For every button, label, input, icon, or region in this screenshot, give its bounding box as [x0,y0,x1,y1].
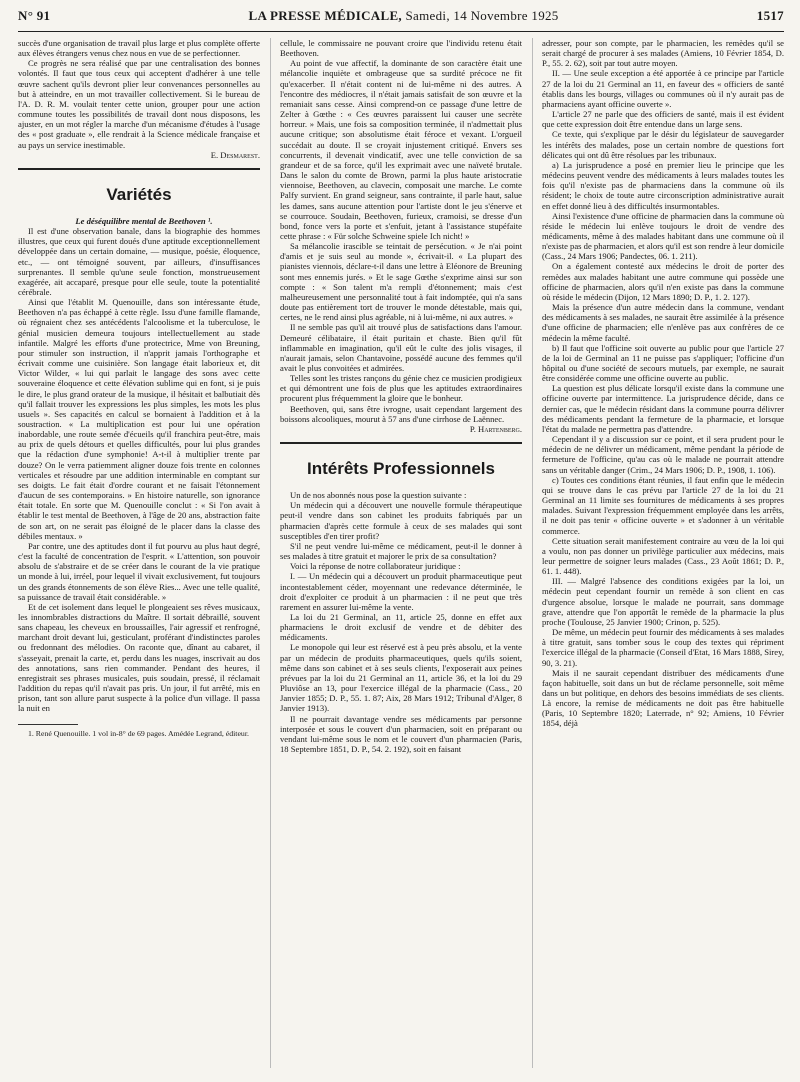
footnote-divider [18,724,78,725]
paragraph: Un de nos abonnés nous pose la question suivante : [290,490,467,501]
footnote: 1. René Quenouille. 1 vol in-8° de 69 pages. Amédée Legrand, éditeur. [28,728,249,738]
paragraph: c) Toutes ces conditions étant réunies, il faut enfin que le médecin qui se trouve dans le cas prévu par l'article 27 de la loi du 21 Germinal an 11 limite ses fournitures de médicaments à ses propres malades. Suivant l'expression fréquemment employée dans les arrêts, il ne doit pas tenir « officine ouverte » et s'adonner à un véritable commerce. [542,474,784,536]
page-number: 1517 [756,8,784,23]
paragraph: Ce progrès ne sera réalisé que par une centralisation des bonnes volontés. Il faut que tous ceux qui acceptent d'adhérer à une telle œuvre sachent qu'ils devront plier leur convenances personnelles au but à atteindre, en un mot travailler collectivement. Si le bureau de l'A. D. R. M. voulait tenter cette union, grouper pour une action commune toutes les possibilités de travail dont nous disposons, les ajuster, en un mot régler la marche d'un mécanisme d'études à l'usage des « post graduate », elle rendrait à la Science médicale française et au pays un service inestimable. [18,58,260,150]
paragraph: Ce texte, qui s'explique par le désir du législateur de sauvegarder les intérêts des malades, pose un certain nombre de questions fort délicates qui ont dû être résolues par les tribunaux. [542,129,784,160]
paragraph: Mais la présence d'un autre médecin dans la commune, vendant des médicaments à ses malades, ne saurait être assimilée à la présence d'une officine de pharmacien; elle n'enlève pas aux confrères de ce médecin la même faculté. [542,302,784,343]
paragraph: Il ne semble pas qu'il ait trouvé plus de satisfactions dans l'amour. Demeuré célibataire, il était puritain et chaste. Bien qu'il fût inflammable en imagination, qu'il eût le culte des jolis visages, il n'aurait jamais, selon Chantavoine, possédé aucune des femmes qu'il avait le plus convoitées et admirées. [280,322,522,373]
paragraph: Le monopole qui leur est réservé est à peu près absolu, et la vente par un médecin de produits pharmaceutiques, quels qu'ils soient, même dans son cabinet et à ses seuls clients, l'exposerait aux peines prévues par la loi du 21 Germinal an 11, article 36, et la loi du 29 Pluviôse an 13, pour l'exercice illégal de la pharmacie (Cass., 20 Janvier 1855; D. P., 55. 1. 87; Aix, 28 Mars 1912; Tribunal d'Alger, 8 Janvier 1913). [280,642,522,714]
paragraph: Voici la réponse de notre collaborateur juridique : [290,561,461,572]
column-middle [280,38,522,1068]
column-left [18,38,260,1068]
journal-name: LA PRESSE MÉDICALE, [248,8,402,23]
paragraph: cellule, le commissaire ne pouvant croire que l'individu retenu était Beethoven. [280,38,522,59]
paragraph: Beethoven, qui, sans être ivrogne, usait cependant largement des boissons alcooliques, mourut à 57 ans d'une cirrhose de Laënnec. [280,403,522,424]
paragraph: Mais il ne saurait cependant distribuer des médicaments d'une façon habituelle, soit dans un but de réclame personnelle, soit même dans un but politique, en dehors des besoins immédiats de ses clients. Là encore, la remise de médicaments ne doit pas être habituelle (Paris, 10 Septembre 1820; Laterrade, n° 92; Amiens, 10 Février 1854, déjà [542,667,784,729]
columns [18,38,784,1068]
article-title: Le déséquilibre mental de Beethoven ¹. [75,215,213,226]
author-signature: P. Hartenberg. [469,423,522,434]
author-signature: E. Desmarest. [210,149,260,160]
section-title-varietes: Variétés [106,184,172,204]
paragraph: I. — Un médecin qui a découvert un produit pharmaceutique peut incontestablement céder, moyennant une redevance déterminée, le droit d'exploiter ce produit à un pharmacien : il ne peut que très rarement en assurer lui-même la vente. [280,571,522,612]
paragraph: De même, un médecin peut fournir des médicaments à ses malades à titre gratuit, sans tomber sous le coup des textes qui répriment l'exercice illégal de la pharmacie (Conseil d'Etat, 16 Mars 1888, Sirey, 90, 3. 21). [542,627,784,668]
newspaper-page [18,8,784,1074]
paragraph: Un médecin qui a découvert une nouvelle formule thérapeutique peut-il vendre dans son cabinet les produits fabriqués par un pharmacien d'après cette formule à ceux de ses malades qui sont susceptibles d'en tirer profit? [280,500,522,541]
masthead [249,8,559,24]
page-header [18,8,784,32]
paragraph: On a également contesté aux médecins le droit de porter des remèdes aux malades habitant une autre commune qui possède une officine de pharmacien, alors qu'il n'en existe pas dans la commune où réside le médecin (Dijon, 12 Mars 1890; D. P., 1. 2. 127). [542,261,784,302]
paragraph: La loi du 21 Germinal, an 11, article 25, donne en effet aux pharmaciens le droit exclusif de vendre et de débiter des médicaments. [280,611,522,643]
paragraph: Cette situation serait manifestement contraire au vœu de la loi qui a voulu, non pas donner un privilège particulier aux médecins, mais leur permettre de soigner leurs malades (Cass., 23 Août 1861; D. P., 61. 1. 448). [542,535,784,577]
paragraph: succès d'une organisation de travail plus large et plus complète offerte aux élèves étrangers venus chez nous en vue de se perfectionner. [18,38,260,59]
column-right [542,38,784,1068]
issue-number: N° 91 [18,8,51,23]
paragraph: adresser, pour son compte, par le pharmacien, les remèdes qu'il se serait chargé de procurer à ses malades (Amiens, 10 Février 1854, D. P., 55. 2. 62), soit par tout autre moyen. [542,38,784,69]
paragraph: Au point de vue affectif, la dominante de son caractère était une mélancolie inquiète et ombrageuse que sa surdité précoce ne fit qu'exacerber. Il n'était content ni de lui-même ni des autres. A l'encontre des médiocres, il n'était jamais satisfait de son œuvre et la remaniait sans cesse. Ainsi comprend-on ce passage d'une lettre de Zelter à Gœthe : « Ces œuvres paraissent lui causer une secrète horreur. » Mais, une fois sa composition terminée, il n'admettait plus aucune critique; son absolutisme était féroce et vexant. L'orgueil succédait au doute. Il se croyait injustement critiqué. Envers ses concurrents, il devenait vindicatif, avec une telle conviction de sa grandeur et de sa force, qu'il les exprimait avec une naïveté brutale. Dans le salon du comte de Brown, parmi la plus haute aristocratie viennoise, Beethoven, au clavecin, composait une marche. Le comte Palfy survient. En grand seigneur, sans contrainte, il parle haut, salue les dames, sans aucune attention pour l'artiste dont le jeu s'énerve et se courrouce. Soudain, Beethoven, furieux, cramoisi, se dresse d'un bond, fonce vers la porte et s'enfuit, jetant à l'assistance stupéfaite cette phrase : « Für solche Schweine spiele Ich nicht! » [280,58,522,241]
paragraph: II. — Une seule exception a été apportée à ce principe par l'article 27 de la loi du 21 Germinal an 11, en faveur des « officiers de santé établis dans les bourgs, villages ou communes où il n'y aurait pas de pharmaciens ayant officine ouverte ». [542,68,784,109]
paragraph: Il est d'une observation banale, dans la biographie des hommes illustres, que ceux qui furent doués d'une aptitude exceptionnellement développée dans un certain domaine, — musique, poésie, éloquence, etc., — ont témoigné souvent, par ailleurs, d'insuffisances surprenantes. Il semble qu'une seule fonction, monstrueusement exagérée, ait accaparé, presque pour elle seule, toute la potentialité cérébrale. [18,226,260,297]
paragraph: Il ne pourrait davantage vendre ses médicaments par personne interposée et sous le couvert d'un pharmacien, soit en préparant ou vendant lui-même sous le nom et le couvert d'un pharmacien (Paris, 18 Septembre 1851, D. P., 54. 2. 192), soit en faisant [280,713,522,754]
paragraph: L'article 27 ne parle que des officiers de santé, mais il est évident que cette expression doit être entendue dans un large sens. [542,109,784,130]
section-divider [280,442,522,444]
section-divider [18,168,260,170]
paragraph: b) Il faut que l'officine soit ouverte au public pour que l'article 27 de la loi de Germinal an 11 ne puisse pas s'appliquer; l'officine d'un hôpital ou d'une société de secours mutuels, par exemple, ne saurait être considérée comme une officine ouverte au public. [542,342,784,384]
section-title-interets: Intérêts Professionnels [306,459,495,479]
paragraph: a) La jurisprudence a posé en premier lieu le principe que les médecins peuvent vendre des médicaments à leurs malades toutes les fois qu'il n'existe pas de pharmaciens dans la commune où ils résident; le choix de toute autre circonscription administrative aurait en effet donné lieu à des difficultés insurmontables. [542,159,784,211]
paragraph: Ainsi que l'établit M. Quenouille, dans son intéressante étude, Beethoven n'a pas échappé à cette règle. Issu d'une famille flamande, où régnaient chez ses antécédents l'alcoolisme et la tuberculose, le génial musicien demeura toujours intellectuellement au stade infantile. Malgré les efforts d'une protectrice, Mme von Breuning, pour stimuler son instruction, il n'apprit jamais l'orthographe et écrivait comme une cuisinière. Son langage était laborieux et, dit Victor Wilder, « lui qui parlait le langage des sons avec cette souveraine éloquence et cette élévation sublime qui en font, si je puis le dire, le plus grand orateur de la musique, il hésitait et balbutiait dès qu'il fallait trouver les expressions les plus simples, les mots les plus usuels ». Ses capacités en calcul se bornaient à l'addition et à la soustraction. « La multiplication est pour lui une opération inabordable, une route semée d'écueils qu'il franchira peut-être, mais au prix de quels détours et quelles difficultés, pour lui plus grandes que la rédaction d'une symphonie! A-t-il à multiplier trente par douze? On le verra patiemment aligner douze fois trente en colonnes verticales et résoudre par une addition interminable en comptant sur ses doigts. Le fait était d'ordre courant et ne faisait l'étonnement d'aucun de ses contemporains. » En histoire naturelle, son ignorance était totale. En sorte que M. Quenouille conclut : « Si l'on avait à établir le test mental de Beethoven, à l'âge de 20 ans, abstraction faite de son art, on ne serait pas éloigné de le placer dans la classe des débiles mentaux. » [18,297,260,541]
paragraph: S'il ne peut vendre lui-même ce médicament, peut-il le donner à ses malades à titre gratuit et majorer le prix de sa consultation? [280,540,522,562]
paragraph: Ainsi l'existence d'une officine de pharmacien dans la commune où réside le médecin lui enlève toujours le droit de vendre des médicaments, même à des malades habitant dans une commune où il n'existe pas de pharmacien, et alors qu'il est son rendre à leur domicile (Cass., 24 Mars 1906; Pandectes, 06. 1. 211). [542,210,784,262]
paragraph: Sa mélancolie irascible se teintait de persécution. « Je n'ai point d'amis et je suis seul au monde », écrivait-il. « La plupart des pianistes viennois, déclare-t-il dans une lettre à Eléonore de Breuning sont mes ennemis jurés. » Et le sage Gœthe s'exprime ainsi sur son compte : « Son talent m'a rempli d'étonnement; mais c'est malheureusement une personnalité tout à fait indomptée, qui n'a sans doute pas entièrement tort de trouver le monde détestable, mais qui, certes, ne le rend ainsi plus agréable, ni à lui-même, ni aux autres. » [280,241,522,323]
paragraph: Telles sont les tristes rançons du génie chez ce musicien prodigieux et qui démontrent une fois de plus que les aptitudes extraordinaires procurent plus fréquemment la gloire que le bonheur. [280,373,522,404]
issue-date: Samedi, 14 Novembre 1925 [405,8,559,23]
paragraph: III. — Malgré l'absence des conditions exigées par la loi, un médecin peut cependant fournir un remède à son client en cas d'urgence absolue, lorsque le malade ne pourrait, sans dommage grave, attendre que l'on apportât le remède de la pharmacie la plus proche (Toulouse, 25 Janvier 1900; Crinon, p. 525). [542,576,784,627]
paragraph: La question est plus délicate lorsqu'il existe dans la commune une officine ouverte par intermittence. La jurisprudence décide, dans ce dernier cas, que le médecin résidant dans la commune pourra délivrer des médicaments pendant la fermeture de la pharmacie, et lorsque l'état du malade ne permettra pas d'attendre. [542,383,784,434]
paragraph: Et de cet isolement dans lequel le plongeaient ses rêves musicaux, les innombrables distractions du Maître. Il sortait débraillé, souvent sans chapeau, les cheveux en broussailles, l'air agressif et renfrogné, marchant droit devant lui, gesticulant, proférant d'indistinctes paroles ou fredonnant des mélodies. On raconte que, dînant au cabaret, il s'asseyait, prenait la carte, et, perdu dans les nuages, inscrivait au dos des annotations, sans rien commander. Pendant des heures, il enregistrait ses phrases musicales, puis soudain, pressé, il réclamait l'addition du repas qu'il n'avait pas pris. Un jour, il fut arrêté, mis en prison, tant son allure parut suspecte à la police d'un village. Il passa la nuit en [18,601,260,714]
paragraph: Cependant il y a discussion sur ce point, et il sera prudent pour le médecin de ne délivrer un médicament, même pendant la période de fermeture de l'officine, qu'au cas où le malade ne pourrait attendre sans un véritable danger (Crim., 24 Mars 1906; D. P., 1908, 1. 106). [542,434,784,475]
paragraph: Par contre, une des aptitudes dont il fut pourvu au plus haut degré, c'est la faculté de concentration de l'esprit. « L'attention, son pouvoir absolu de s'abstraire et de se créer dans le courant de la vie pratique un monde à lui, irréel, pour lequel il vivait exclusivement, fut toujours un des grands étonnements de son élève Ries... Avec une telle qualité, sa puissance de travail était considérable. » [18,540,260,602]
